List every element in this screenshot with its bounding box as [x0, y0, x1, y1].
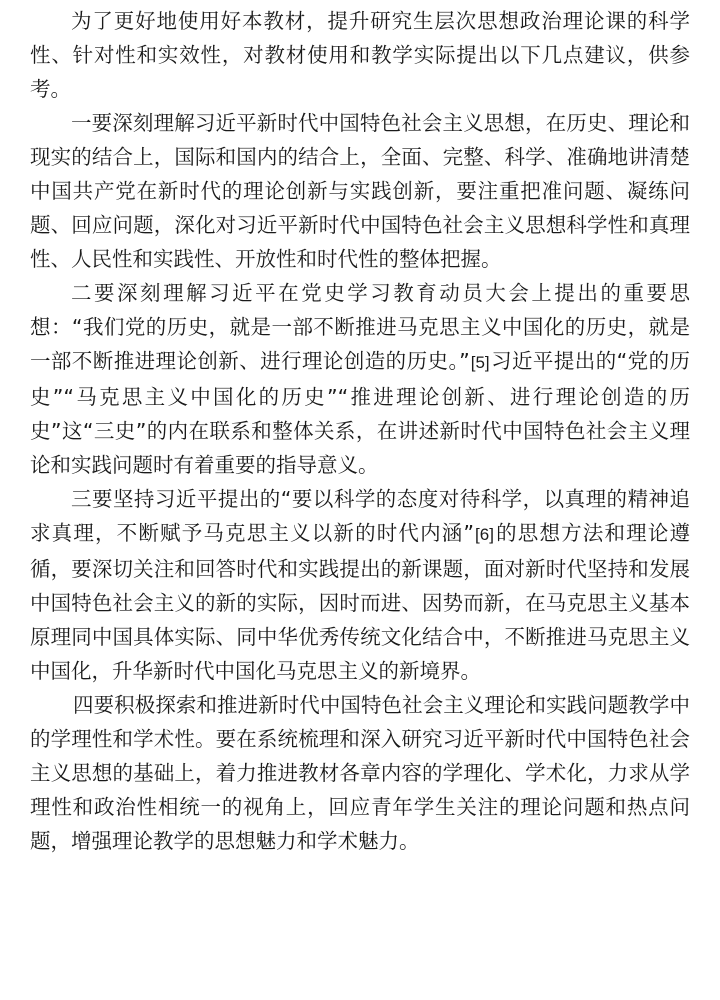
paragraph-text: 习近平提出的“党的历史”“马克思主义中国化的历史”“推进理论创新、进行理论创造的历史”这“三史”的内在联系和整体关系，在讲述新时代中国特色社会主义理论和实践问题时有着重要的指导意义。 — [30, 349, 690, 477]
paragraph-point-1 — [30, 106, 690, 276]
paragraph-point-3 — [30, 482, 690, 688]
paragraph-text: 四要积极探索和推进新时代中国特色社会主义理论和实践问题教学中的学理性和学术性。要在系统梳理和深入研究习近平新时代中国特色社会主义思想的基础上，着力推进教材各章内容的学理化、学术化，力求从学理性和政治性相统一的视角上，回应青年学生关注的理论问题和热点问题，增强理论教学的思想魅力和学术魅力。 — [30, 693, 690, 853]
paragraph-point-4 — [30, 688, 690, 858]
paragraph-point-2 — [30, 276, 690, 482]
citation-marker: [6] — [475, 525, 494, 544]
paragraph-text: 三要坚持习近平提出的“要以科学的态度对待科学，以真理的精神追求真理，不断赋予马克思主义以新的时代内涵” — [30, 487, 690, 545]
paragraph-text: 为了更好地使用好本教材，提升研究生层次思想政治理论课的科学性、针对性和实效性，对教材使用和教学实际提出以下几点建议，供参考。 — [30, 9, 690, 101]
paragraph-intro — [30, 4, 690, 106]
citation-marker: [5] — [470, 353, 490, 372]
paragraph-text: 的思想方法和理论遵循，要深切关注和回答时代和实践提出的新课题，面对新时代坚持和发展中国特色社会主义的新的实际，因时而进、因势而新，在马克思主义基本原理同中国具体实际、同中华优秀传统文化结合中，不断推进马克思主义中国化，升华新时代中国化马克思主义的新境界。 — [30, 521, 690, 683]
paragraph-text: 一要深刻理解习近平新时代中国特色社会主义思想，在历史、理论和现实的结合上，国际和国内的结合上，全面、完整、科学、准确地讲清楚中国共产党在新时代的理论创新与实践创新，要注重把准问题、凝练问题、回应问题，深化对习近平新时代中国特色社会主义思想科学性和真理性、人民性和实践性、开放性和时代性的整体把握。 — [30, 111, 690, 271]
paragraph-text: 二要深刻理解习近平在党史学习教育动员大会上提出的重要思想：“我们党的历史，就是一部不断推进马克思主义中国化的历史，就是一部不断推进理论创新、进行理论创造的历史。” — [30, 281, 690, 373]
